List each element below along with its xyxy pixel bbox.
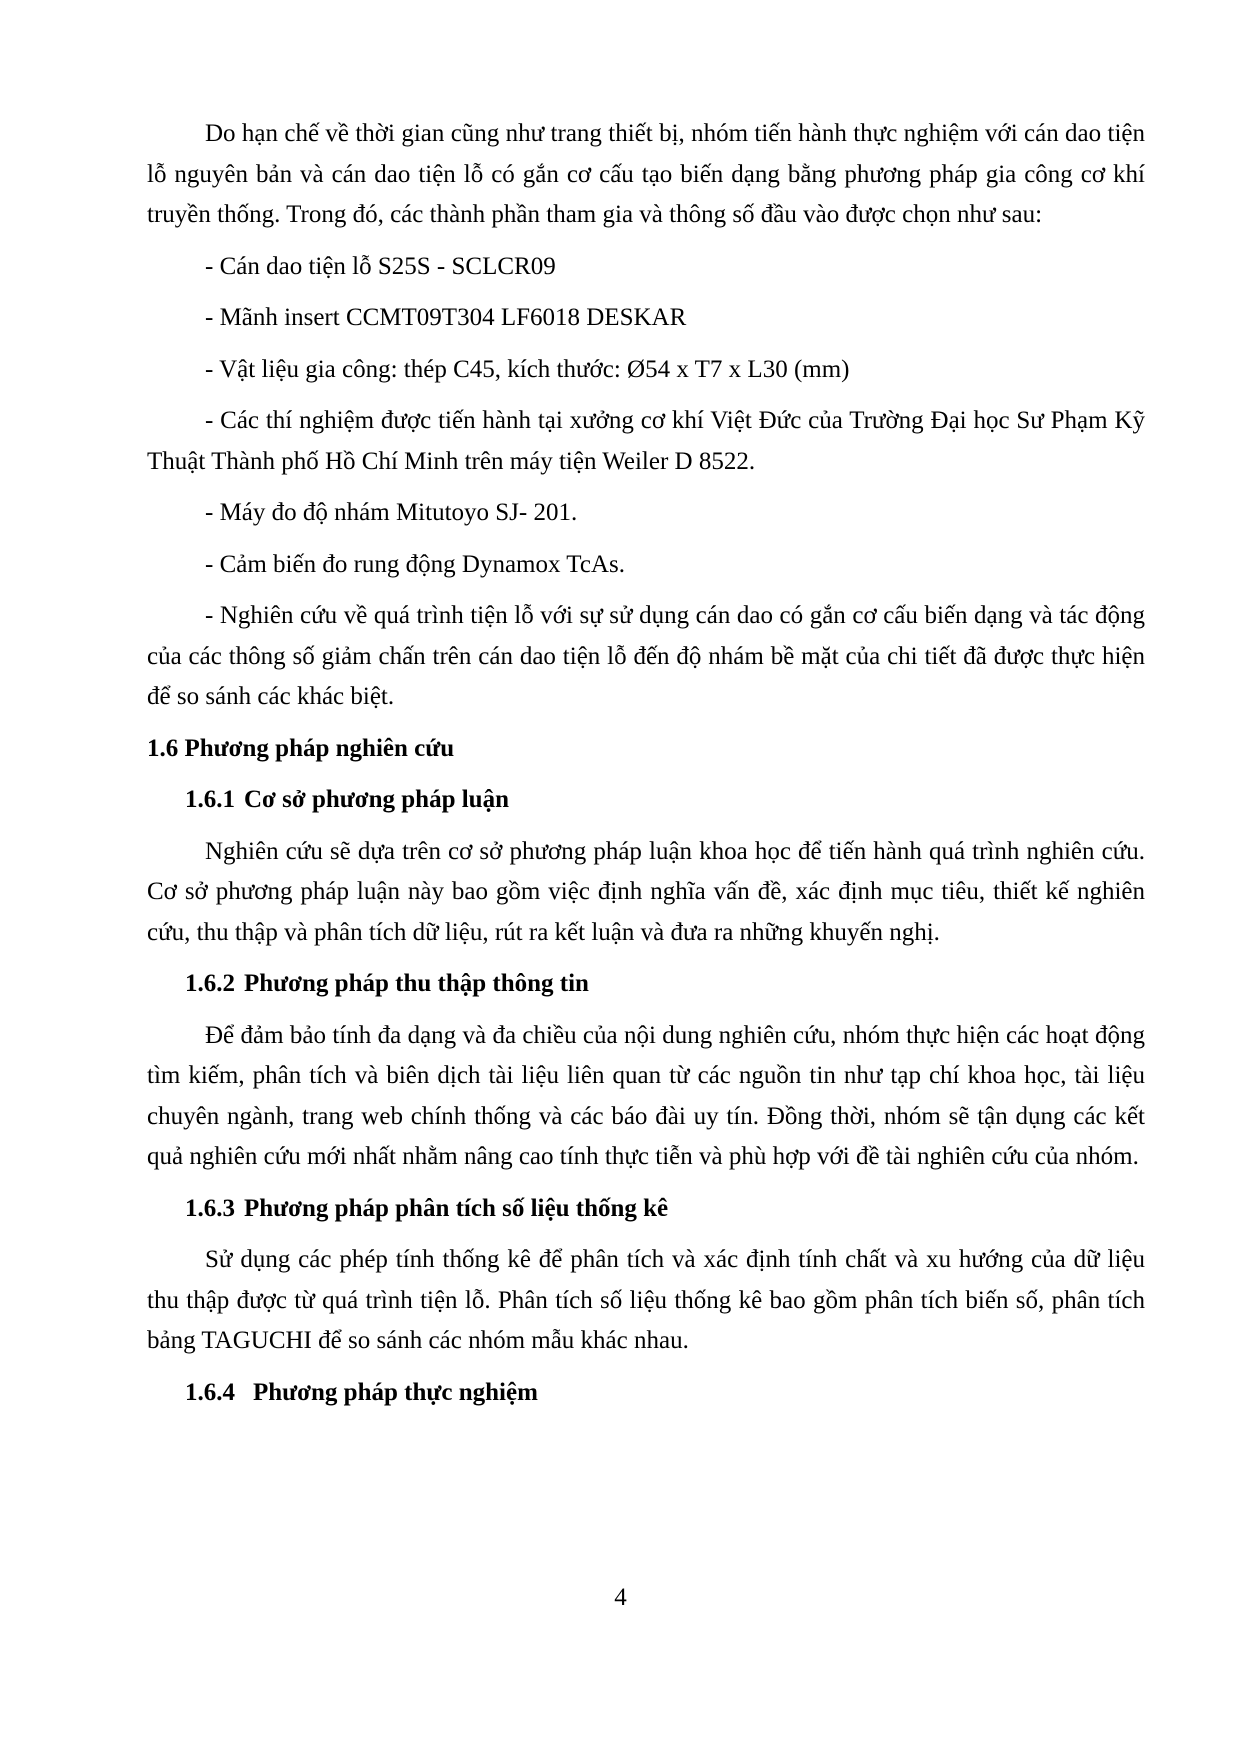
section-heading-1-6: 1.6 Phương pháp nghiên cứu — [147, 734, 455, 762]
subsection-title: Cơ sở phương pháp luận — [244, 786, 509, 813]
subsection-number: 1.6.1 — [185, 786, 235, 813]
subsection-heading-1-6-1 — [147, 780, 1145, 821]
intro-paragraph: Do hạn chế về thời gian cũng như trang thiết bị, nhóm tiến hành thực nghiệm với cán dao tiện lỗ nguyên bản và cán dao tiện lỗ có gắn cơ cấu tạo biến dạng bằng phương pháp gia công cơ khí truyền thống. Trong đó, các thành phần tham gia và thông số đầu vào được chọn như sau: — [147, 120, 1145, 228]
list-item-material: - Vật liệu gia công: thép C45, kích thước: Ø54 x T7 x L30 (mm) — [205, 355, 850, 383]
subsection-heading-1-6-2 — [147, 964, 1145, 1005]
subsection-title: Phương pháp thực nghiệm — [253, 1378, 538, 1406]
subsection-title: Phương pháp phân tích số liệu thống kê — [244, 1194, 669, 1222]
list-item-roughness-meter: - Máy đo độ nhám Mitutoyo SJ- 201. — [205, 499, 578, 526]
subsection-number: 1.6.2 — [185, 970, 235, 997]
subsection-heading-1-6-3 — [147, 1189, 1145, 1230]
list-item-vibration-sensor: - Cảm biến đo rung động Dynamox TcAs. — [205, 550, 625, 578]
list-item-experiment-location: - Các thí nghiệm được tiến hành tại xưởng cơ khí Việt Đức của Trường Đại học Sư Phạm Kỹ Thuật Thành phố Hồ Chí Minh trên máy tiện Weiler D 8522. — [147, 407, 1145, 475]
subsection-heading-1-6-4 — [147, 1373, 1145, 1414]
list-item-insert: - Mãnh insert CCMT09T304 LF6018 DESKAR — [205, 304, 687, 331]
list-item-tool-holder: - Cán dao tiện lỗ S25S - SCLCR09 — [205, 252, 556, 280]
subsection-paragraph-1-6-2: Để đảm bảo tính đa dạng và đa chiều của nội dung nghiên cứu, nhóm thực hiện các hoạt động tìm kiếm, phân tích và biên dịch tài liệu liên quan từ các nguồn tin như tạp chí khoa học, tài liệu chuyên ngành, trang web chính thống và các báo đài uy tín. Đồng thời, nhóm sẽ tận dụng các kết quả nghiên cứu mới nhất nhằm nâng cao tính thực tiễn và phù hợp với đề tài nghiên cứu của nhóm. — [147, 1021, 1145, 1170]
list-item-research-scope: - Nghiên cứu về quá trình tiện lỗ với sự sử dụng cán dao có gắn cơ cấu biến dạng và tác động của các thông số giảm chấn trên cán dao tiện lỗ đến độ nhám bề mặt của chi tiết đã được thực hiện để so sánh các khác biệt. — [147, 602, 1145, 710]
subsection-paragraph-1-6-1: Nghiên cứu sẽ dựa trên cơ sở phương pháp luận khoa học để tiến hành quá trình nghiên cứu. Cơ sở phương pháp luận này bao gồm việc định nghĩa vấn đề, xác định mục tiêu, thiết kế nghiên cứu, thu thập và phân tích dữ liệu, rút ra kết luận và đưa ra những khuyến nghị. — [147, 837, 1145, 946]
subsection-title: Phương pháp thu thập thông tin — [244, 970, 589, 997]
subsection-paragraph-1-6-3: Sử dụng các phép tính thống kê để phân tích và xác định tính chất và xu hướng của dữ liệu thu thập được từ quá trình tiện lỗ. Phân tích số liệu thống kê bao gồm phân tích biến số, phân tích bảng TAGUCHI để so sánh các nhóm mẫu khác nhau. — [147, 1246, 1145, 1354]
page-content — [147, 114, 1145, 1424]
subsection-number: 1.6.4 — [185, 1378, 235, 1406]
subsection-number: 1.6.3 — [185, 1194, 235, 1222]
page-number: 4 — [614, 1584, 627, 1611]
